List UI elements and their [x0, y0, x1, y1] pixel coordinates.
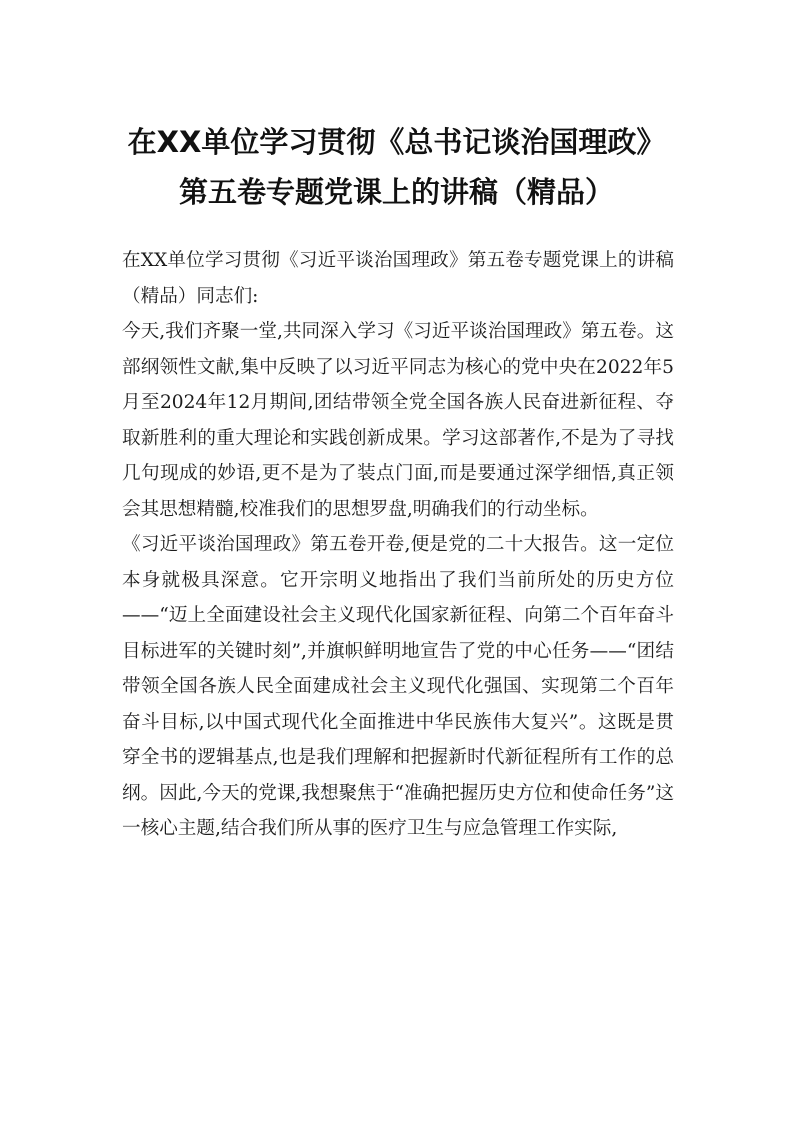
- paragraph-main: 《习近平谈治国理政》第五卷开卷,便是党的二十大报告。这一定位本身就极具深意。它开宗明义地指出了我们当前所处的历史方位——“迈上全面建设社会主义现代化国家新征程、向第二个百年奋斗目标进军的关键时刻”,并旗帜鲜明地宣告了党的中心任务——“团结带领全国各族人民全面建成社会主义现代化强国、实现第二个百年奋斗目标,以中国式现代化全面推进中华民族伟大复兴”。这既是贯穿全书的逻辑基点,也是我们理解和把握新时代新征程所有工作的总纲。因此,今天的党课,我想聚焦于“准确把握历史方位和使命任务”这一核心主题,结合我们所从事的医疗卫生与应急管理工作实际,: [122, 534, 674, 839]
- paragraph-opening: 在XX单位学习贯彻《习近平谈治国理政》第五卷专题党课上的讲稿（精品）同志们:: [122, 250, 674, 307]
- document-title-line-1: 在XX单位学习贯彻《总书记谈治国理政》: [127, 125, 666, 159]
- document-body: [122, 243, 674, 847]
- document-title-line-2: 第五卷专题党课上的讲稿（精品）: [178, 175, 614, 209]
- paragraph-intro: 今天,我们齐聚一堂,共同深入学习《习近平谈治国理政》第五卷。这部纲领性文献,集中反映了以习近平同志为核心的党中央在2022年5月至2024年12月期间,团结带领全党全国各族人民奋进新征程、夺取新胜利的重大理论和实践创新成果。学习这部著作,不是为了寻找几句现成的妙语,更不是为了装点门面,而是要通过深学细悟,真正领会其思想精髓,校准我们的思想罗盘,明确我们的行动坐标。: [122, 321, 674, 520]
